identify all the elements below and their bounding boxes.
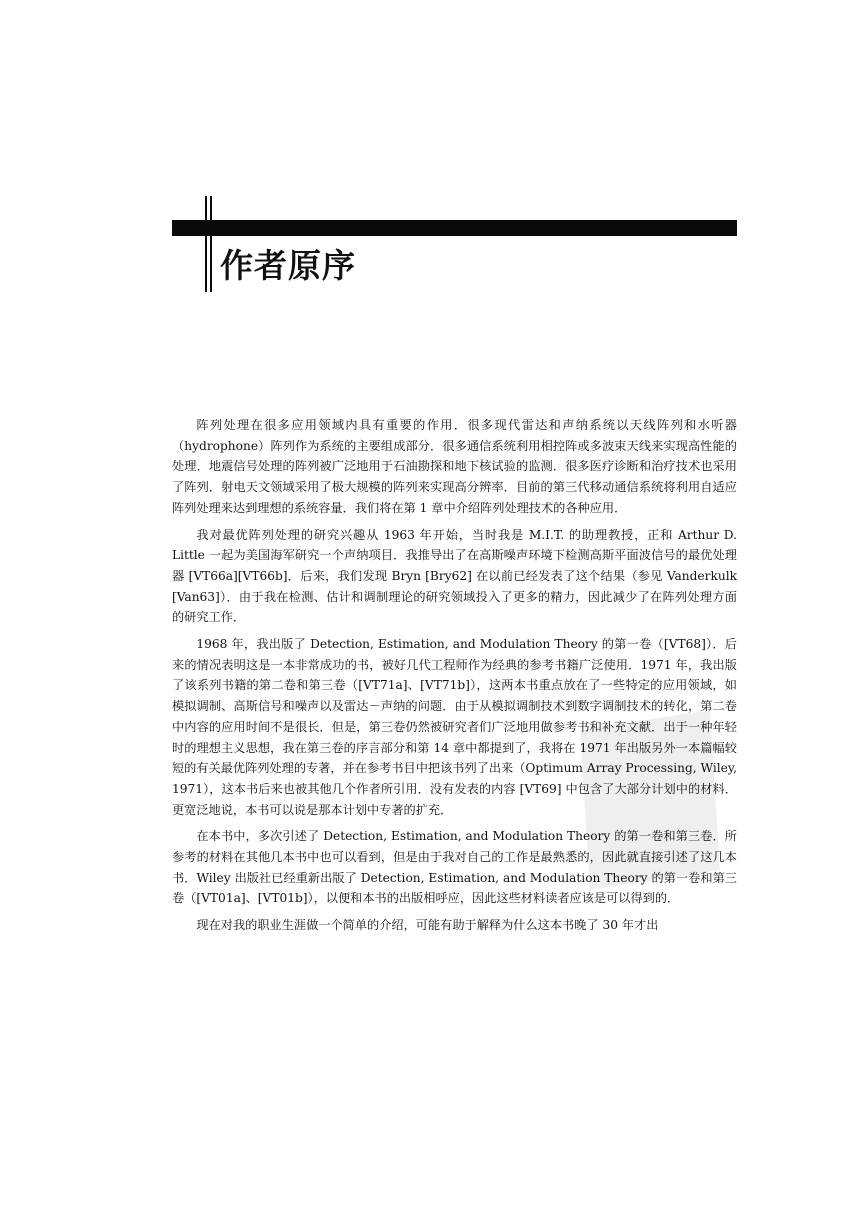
header-vertical-rule (210, 196, 212, 292)
paragraph-1: 阵列处理在很多应用领域内具有重要的作用．很多现代雷达和声纳系统以天线阵列和水听器（hydrophone）阵列作为系统的主要组成部分．很多通信系统利用相控阵或多波束天线来实现高性能的处理．地震信号处理的阵列被广泛地用于石油勘探和地下核试验的监测．很多医疗诊断和治疗技术也采用了阵列．射电天文领域采用了极大规模的阵列来实现高分辨率．目前的第三代移动通信系统将利用自适应阵列处理来达到理想的系统容量．我们将在第 1 章中介绍阵列处理技术的各种应用． (172, 418, 737, 515)
page-title: 作者原序 (220, 246, 356, 285)
paragraph-5: 现在对我的职业生涯做一个简单的介绍，可能有助于解释为什么这本书晚了 30 年才出 (196, 918, 659, 933)
header-vertical-rule (205, 196, 207, 292)
chapter-header (172, 196, 737, 296)
paragraph-2: 我对最优阵列处理的研究兴趣从 1963 年开始，当时我是 M.I.T. 的助理教授，正和 Arthur D. Little 一起为美国海军研究一个声纳项目．我推导出了在高斯噪声环境下检测高斯平面波信号的最优处理器 [VT66a][VT66b]．后来，我们发现 Bryn [Bry62] 在以前已经发表了这个结果（参见 Vanderkulk [Van63]）．由于我在检测、估计和调制理论的研究领域投入了更多的精力，因此减少了在阵列处理方面的研究工作． (172, 527, 737, 625)
paragraph-3: 1968 年，我出版了 Detection, Estimation, and Modulation Theory 的第一卷（[VT68]）．后来的情况表明这是一本非常成功的书，被好几代工程师作为经典的参考书籍广泛使用．1971 年，我出版了该系列书籍的第二卷和第三卷（[VT71a]、[VT71b]），这两本书重点放在了一些特定的应用领域，如模拟调制、高斯信号和噪声以及雷达－声纳的问题．由于从模拟调制技术到数字调制技术的转化，第二卷中内容的应用时间不是很长．但是，第三卷仍然被研究者们广泛地用做参考书和补充文献．出于一种年轻时的理想主义思想，我在第三卷的序言部分和第 14 章中都提到了，我将在 1971 年出版另外一本篇幅较短的有关最优阵列处理的专著，并在参考书目中把该书列了出来（Optimum Array Processing, Wiley, 1971），这本书后来也被其他几个作者所引用．没有发表的内容 [VT69] 中包含了大部分计划中的材料．更宽泛地说，本书可以说是那本计划中专著的扩充． (172, 637, 738, 817)
header-black-bar (172, 220, 737, 236)
paragraph-4: 在本书中，多次引述了 Detection, Estimation, and Modulation Theory 的第一卷和第三卷．所参考的材料在其他几本书中也可以看到，但是由于我对自己的工作是最熟悉的，因此就直接引述了这几本书．Wiley 出版社已经重新出版了 Detection, Estimation, and Modulation Theory 的第一卷和第三卷（[VT01a]、[VT01b]），以便和本书的出版相呼应，因此这些材料读者应该是可以得到的． (172, 829, 737, 906)
body-text (172, 415, 737, 942)
